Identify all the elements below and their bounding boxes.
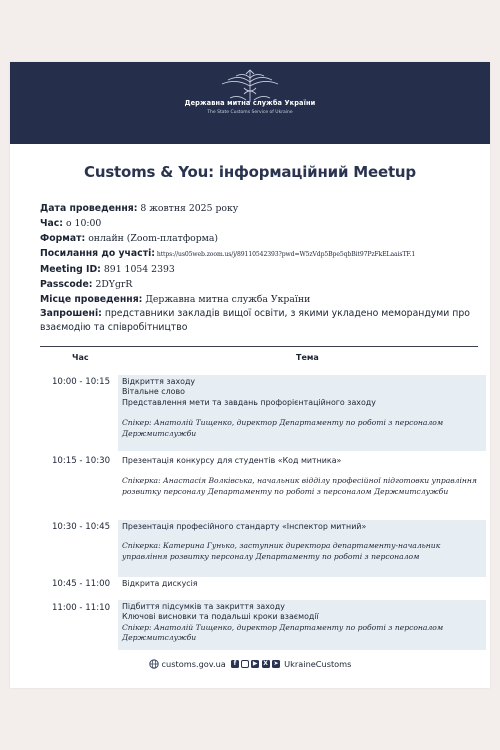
youtube-icon[interactable]: ▶: [252, 660, 258, 667]
info-date: [40, 201, 485, 216]
facebook-icon[interactable]: f: [231, 660, 239, 668]
info-label: Meeting ID:: [40, 264, 101, 275]
topic-line: Відкрита дискусія: [122, 579, 198, 588]
info-link: [40, 246, 485, 262]
zoom-link[interactable]: https://us05web.zoom.us/j/89110542393?pwd=W5zVdp5Bpe5qbBit97PzFkELaaisTF.1: [154, 251, 416, 258]
info-time: [40, 216, 485, 231]
table-row-topic: [118, 600, 486, 650]
info-label: Формат:: [40, 233, 86, 244]
speaker-text: Спікер: Анатолій Тищенко, директор Департаменту по роботі з персоналом Держмитслужби: [122, 418, 444, 438]
topic-line: Представлення мети та завдань профорієнтаційного заходу: [122, 397, 376, 407]
instagram-icon[interactable]: [241, 660, 249, 668]
divider: [40, 346, 478, 347]
info-value: 2DYgrR: [92, 279, 133, 290]
column-header-time: Час: [72, 353, 89, 362]
topic-line: Відкриття заходу: [122, 377, 196, 386]
info-venue: [40, 292, 485, 307]
speaker-text: Спікерка: Катерина Гунько, заступник директора департаменту-начальник управління розвитку персоналу Департаменту по роботі з персоналом: [122, 541, 441, 561]
table-row-time: 11:00 - 11:10: [51, 603, 111, 613]
info-label: Passcode:: [40, 279, 93, 290]
table-row-time: 10:45 - 11:00: [51, 579, 111, 589]
site-link[interactable]: customs.gov.ua: [161, 659, 226, 669]
header-banner: [10, 62, 490, 144]
org-name-ua: Державна митна служба України: [184, 99, 316, 107]
info-value: онлайн (Zoom-платформа): [85, 233, 219, 244]
topic-line: Презентація конкурсу для студентів «Код митника»: [122, 456, 342, 465]
footer: [10, 656, 490, 672]
table-row-topic: [118, 577, 486, 593]
info-value: 8 жовтня 2025 року: [137, 203, 239, 214]
info-label: Посилання до участі:: [40, 248, 155, 259]
info-value: 891 1054 2393: [100, 264, 175, 275]
table-row-topic: [118, 454, 486, 514]
info-value: о 10:00: [63, 218, 102, 229]
x-icon[interactable]: X: [263, 660, 268, 667]
table-row-topic: [118, 375, 486, 451]
info-label: Запрошені:: [40, 308, 102, 319]
info-passcode: [40, 277, 485, 292]
table-row-time: 10:30 - 10:45: [51, 522, 111, 532]
info-label: Місце проведення:: [40, 294, 143, 305]
announcement-sheet: [10, 62, 490, 688]
info-value: представники закладів вищої освіти, з якими укладено меморандуми про взаємодію та співробітництво: [40, 308, 470, 333]
info-invited: [40, 307, 485, 334]
topic-line: Вітальне слово: [122, 387, 185, 397]
table-row-time: 10:00 - 10:15: [51, 377, 111, 387]
info-label: Час:: [40, 218, 64, 229]
event-info: [40, 201, 485, 334]
social-handle[interactable]: UkraineCustoms: [284, 659, 352, 669]
table-row-time: 10:15 - 10:30: [51, 456, 111, 466]
page-title: Customs & You: інформаційний Meetup: [84, 163, 416, 181]
table-row-topic: [118, 520, 486, 578]
speaker-text: Спікерка: Анастасія Волківська, начальник відділу професійної підготовки управління розвитку персоналу Департаменту по роботі з персоналом Держмитслужби: [122, 476, 477, 496]
info-meeting-id: [40, 262, 485, 277]
org-name-en: The State Customs Service of Ukraine: [207, 110, 293, 115]
info-label: Дата проведення:: [40, 203, 138, 214]
info-value: Державна митна служба України: [142, 294, 311, 305]
topic-line: Ключові висновки та подальші кроки взаємодії: [122, 612, 319, 622]
info-format: [40, 231, 485, 246]
globe-icon: [149, 659, 159, 669]
telegram-icon[interactable]: ➤: [273, 660, 279, 667]
topic-line: Презентація професійного стандарту «Інспектор митний»: [122, 522, 367, 531]
column-header-topic: Тема: [296, 353, 319, 362]
topic-line: Підбиття підсумків та закриття заходу: [122, 602, 285, 611]
speaker-text: Спікер: Анатолій Тищенко, директор Департаменту по роботі з персоналом Держмитслужби: [122, 622, 444, 643]
